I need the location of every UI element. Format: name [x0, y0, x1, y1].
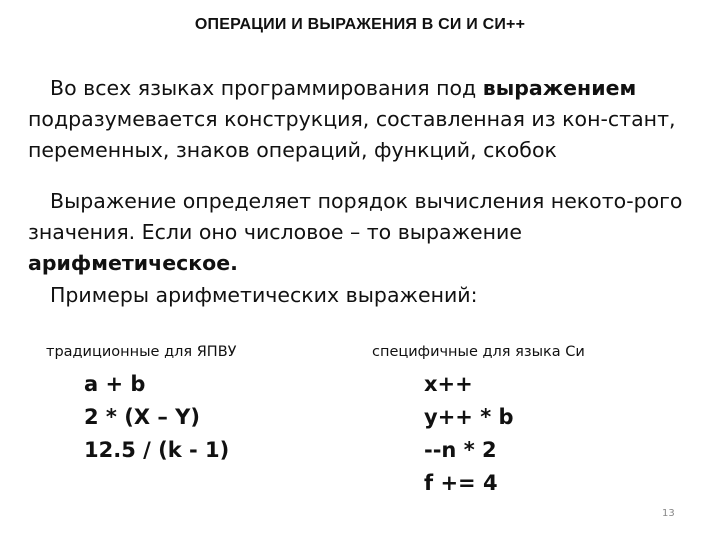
examples-heading: Примеры арифметических выражений: — [50, 283, 478, 307]
paragraph1-text-start: Во всех языках программирования под — [50, 76, 483, 100]
expression-item: 2 * (X – Y) — [84, 405, 200, 429]
paragraph2-text: Выражение определяет порядок вычисления некото-рого значения. Если оно числовое – то выражение — [28, 189, 683, 244]
expression-item: a + b — [84, 372, 146, 396]
expression-item: x++ — [424, 372, 473, 396]
paragraph1-term-bold: выражением — [482, 76, 637, 100]
paragraph-expression-evaluation — [28, 186, 698, 279]
traditional-expressions-list — [84, 368, 229, 467]
expression-item: y++ * b — [424, 405, 514, 429]
slide-title: ОПЕРАЦИИ И ВЫРАЖЕНИЯ В СИ И СИ++ — [194, 16, 526, 33]
right-column-label: специфичные для языка Си — [372, 344, 585, 360]
c-specific-expressions-list — [424, 368, 514, 500]
paragraph1-text-end: подразумевается конструкция, составленная из кон-стант, переменных, знаков операций, функций, скобок — [28, 107, 676, 162]
paragraph2-term-bold: арифметическое. — [28, 251, 238, 275]
paragraph-expression-definition — [28, 73, 698, 166]
page-number: 13 — [662, 508, 675, 519]
expression-item: 12.5 / (k - 1) — [84, 438, 230, 462]
expression-item: f += 4 — [424, 471, 498, 495]
left-column-label: традиционные для ЯПВУ — [46, 344, 237, 360]
expression-item: --n * 2 — [424, 438, 497, 462]
